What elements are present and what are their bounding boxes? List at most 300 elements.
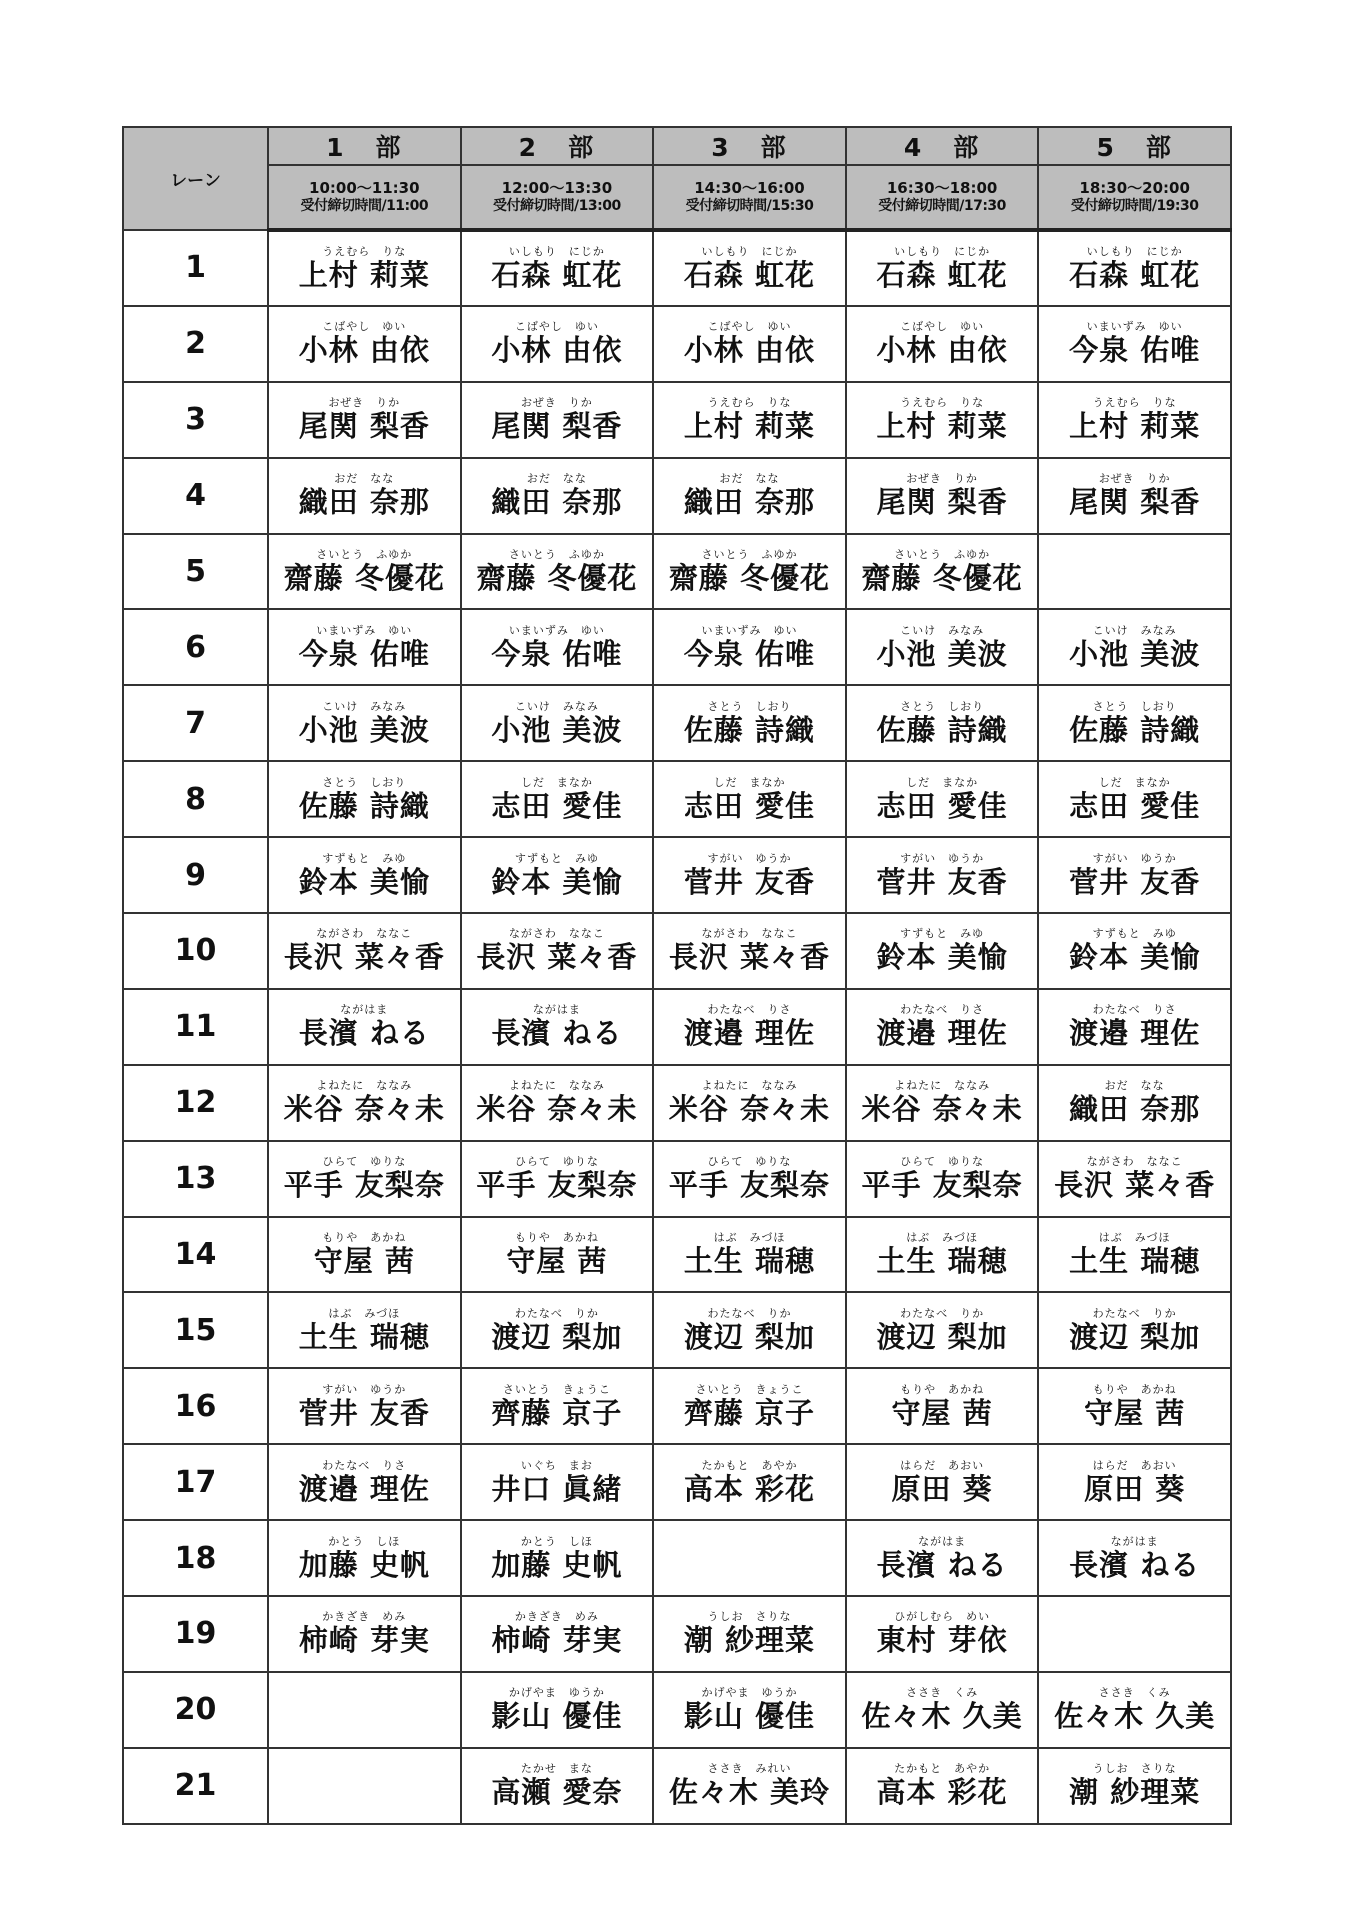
member-furigana: わたなべ りさ xyxy=(900,1003,985,1017)
lane-header: レーン xyxy=(123,127,268,230)
member-furigana: こばやし ゆい xyxy=(707,320,792,334)
member-name: 上村 莉菜 xyxy=(1069,409,1201,444)
member-name: 小林 由依 xyxy=(876,333,1008,368)
member-cell xyxy=(653,306,846,382)
session-2-title: 2 部 xyxy=(461,127,654,165)
member-furigana: かとう しほ xyxy=(520,1534,593,1548)
member-cell xyxy=(461,685,654,761)
member-name: 齋藤 冬優花 xyxy=(668,561,831,595)
member-name: 今泉 佑唯 xyxy=(1069,333,1201,368)
table-row xyxy=(123,761,1231,837)
member-cell xyxy=(653,1065,846,1141)
member-name: 渡辺 梨加 xyxy=(683,1319,816,1354)
member-name: 佐藤 詩織 xyxy=(1069,712,1201,747)
member-furigana: うえむら りな xyxy=(707,396,792,410)
member-furigana: こいけ みなみ xyxy=(900,623,985,637)
member-cell xyxy=(846,761,1039,837)
member-name: 尾関 梨香 xyxy=(1069,485,1201,520)
member-furigana: ささき くみ xyxy=(1098,1686,1171,1700)
member-name: 佐々木 久美 xyxy=(1054,1699,1216,1734)
member-name: 小林 由依 xyxy=(298,333,430,368)
member-furigana: はらだ あおい xyxy=(1092,1458,1177,1472)
member-furigana: かとう しほ xyxy=(328,1534,401,1548)
session-3-title: 3 部 xyxy=(653,127,846,165)
member-name: 菅井 友香 xyxy=(683,864,816,899)
member-name: 渡辺 梨加 xyxy=(1069,1319,1201,1354)
member-name: 石森 虹花 xyxy=(1069,257,1201,292)
table-row xyxy=(123,609,1231,685)
table-row xyxy=(123,989,1231,1065)
member-furigana: こいけ みなみ xyxy=(1092,623,1177,637)
member-furigana: ながはま xyxy=(340,1003,389,1017)
session-5-time: 18:30～20:00 受付締切時間/19:30 xyxy=(1038,165,1231,230)
member-cell xyxy=(461,306,654,382)
member-cell xyxy=(653,913,846,989)
member-cell xyxy=(653,609,846,685)
member-name: 加藤 史帆 xyxy=(298,1547,430,1582)
member-cell xyxy=(268,609,461,685)
member-name: 小林 由依 xyxy=(491,333,623,368)
member-cell xyxy=(1038,989,1231,1065)
member-cell xyxy=(653,837,846,913)
member-furigana: おぜき りか xyxy=(521,396,593,410)
member-furigana: さいとう ふゆか xyxy=(701,548,798,561)
member-name: 原田 葵 xyxy=(891,1471,993,1506)
member-furigana: こばやし ゆい xyxy=(322,320,407,334)
member-cell xyxy=(461,989,654,1065)
member-cell xyxy=(268,837,461,913)
member-name: 土生 瑞穂 xyxy=(876,1244,1008,1279)
member-cell xyxy=(846,1141,1039,1217)
member-cell xyxy=(1038,1672,1231,1748)
member-cell xyxy=(653,1672,846,1748)
member-cell xyxy=(846,913,1039,989)
member-cell xyxy=(846,609,1039,685)
member-cell xyxy=(1038,382,1231,458)
member-furigana: うしお さりな xyxy=(707,1610,792,1624)
member-cell xyxy=(268,1748,461,1824)
member-name: 佐々木 久美 xyxy=(861,1699,1023,1734)
member-furigana: ひらて ゆりな xyxy=(707,1155,792,1169)
member-furigana: こいけ みなみ xyxy=(322,699,407,713)
member-cell xyxy=(1038,609,1231,685)
member-furigana: もりや あかね xyxy=(514,1231,599,1245)
member-cell xyxy=(653,685,846,761)
member-name: 米谷 奈々未 xyxy=(668,1092,831,1127)
member-name: 菅井 友香 xyxy=(876,864,1008,899)
member-furigana: いまいずみ ゆい xyxy=(701,623,798,637)
member-furigana: すずもと みゆ xyxy=(900,927,985,941)
table-row xyxy=(123,913,1231,989)
member-cell xyxy=(653,230,846,306)
member-furigana: ながはま xyxy=(918,1534,967,1548)
member-name: 井口 眞緒 xyxy=(491,1471,623,1506)
session-1-title: 1 部 xyxy=(268,127,461,165)
member-name: 齋藤 冬優花 xyxy=(476,561,638,595)
table-row xyxy=(123,1217,1231,1293)
member-cell xyxy=(268,1141,461,1217)
member-cell xyxy=(461,609,654,685)
member-name: 尾関 梨香 xyxy=(298,409,430,444)
member-cell xyxy=(461,1217,654,1293)
member-furigana: もりや あかね xyxy=(322,1231,407,1245)
member-name: 鈴本 美愉 xyxy=(876,940,1008,975)
member-name: 土生 瑞穂 xyxy=(1069,1244,1201,1279)
member-cell xyxy=(268,458,461,534)
member-furigana: よねたに ななみ xyxy=(894,1079,991,1093)
member-cell xyxy=(268,1444,461,1520)
table-row xyxy=(123,306,1231,382)
member-cell xyxy=(461,1292,654,1368)
member-name: 織田 奈那 xyxy=(683,485,816,520)
table-row xyxy=(123,1065,1231,1141)
lane-number: 9 xyxy=(123,837,268,913)
member-name: 土生 瑞穂 xyxy=(298,1319,430,1354)
member-furigana: すがい ゆうか xyxy=(1092,851,1177,865)
member-furigana xyxy=(654,1552,845,1565)
table-row xyxy=(123,1596,1231,1672)
member-furigana: ひらて ゆりな xyxy=(514,1155,599,1169)
member-furigana: おだ なな xyxy=(719,472,780,486)
member-cell xyxy=(461,534,654,610)
member-furigana: かきざき めみ xyxy=(322,1610,407,1624)
member-name: 志田 愛佳 xyxy=(683,788,816,823)
member-cell xyxy=(653,761,846,837)
lane-number: 15 xyxy=(123,1292,268,1368)
member-cell xyxy=(268,382,461,458)
member-name: 長沢 菜々香 xyxy=(668,940,831,975)
lane-number: 13 xyxy=(123,1141,268,1217)
lane-number: 7 xyxy=(123,685,268,761)
member-name: 齊藤 京子 xyxy=(683,1395,816,1430)
member-cell xyxy=(1038,306,1231,382)
session-4-time: 16:30～18:00 受付締切時間/17:30 xyxy=(846,165,1039,230)
member-name: 菅井 友香 xyxy=(298,1395,430,1430)
member-name: 小林 由依 xyxy=(683,333,816,368)
member-name: 今泉 佑唯 xyxy=(683,636,816,671)
member-name: 佐藤 詩織 xyxy=(683,712,816,747)
member-cell xyxy=(846,534,1039,610)
member-cell xyxy=(268,1065,461,1141)
member-name: 平手 友梨奈 xyxy=(476,1168,638,1203)
member-name: 加藤 史帆 xyxy=(491,1547,623,1582)
member-furigana: こばやし ゆい xyxy=(900,320,985,334)
member-cell xyxy=(268,685,461,761)
lane-number: 5 xyxy=(123,534,268,610)
member-name: 東村 芽依 xyxy=(876,1623,1008,1658)
member-furigana: ささき みれい xyxy=(707,1762,792,1776)
member-furigana: もりや あかね xyxy=(1092,1382,1177,1396)
member-furigana: しだ まなか xyxy=(713,775,786,789)
member-furigana: すずもと みゆ xyxy=(1092,927,1177,941)
member-cell xyxy=(1038,230,1231,306)
member-furigana: いしもり にじか xyxy=(508,244,605,258)
lane-number: 1 xyxy=(123,230,268,306)
member-name: 石森 虹花 xyxy=(491,257,623,292)
member-furigana: もりや あかね xyxy=(900,1382,985,1396)
member-furigana: わたなべ りさ xyxy=(707,1003,792,1017)
member-name: 小池 美波 xyxy=(491,712,623,747)
member-furigana: すがい ゆうか xyxy=(900,851,985,865)
member-furigana: こいけ みなみ xyxy=(514,699,599,713)
member-furigana: わたなべ りか xyxy=(514,1306,599,1320)
member-furigana: しだ まなか xyxy=(906,775,979,789)
member-furigana: ささき くみ xyxy=(906,1686,979,1700)
member-cell xyxy=(846,458,1039,534)
member-furigana xyxy=(269,1779,460,1792)
member-cell xyxy=(1038,685,1231,761)
member-furigana: すがい ゆうか xyxy=(707,851,792,865)
member-furigana: いしもり にじか xyxy=(894,244,991,258)
member-cell xyxy=(653,989,846,1065)
member-name: 潮 紗理菜 xyxy=(1069,1775,1201,1810)
member-furigana: ながはま xyxy=(1110,1534,1159,1548)
member-name: 鈴本 美愉 xyxy=(491,864,623,899)
member-cell xyxy=(268,534,461,610)
member-name: 潮 紗理菜 xyxy=(683,1623,816,1658)
member-name: 渡邉 理佐 xyxy=(1069,1016,1201,1051)
member-furigana: いまいずみ ゆい xyxy=(316,623,413,637)
member-name: 渡辺 梨加 xyxy=(491,1319,623,1354)
member-name: 長沢 菜々香 xyxy=(283,940,445,975)
member-furigana: はぶ みづほ xyxy=(1098,1231,1171,1245)
member-name: 上村 莉菜 xyxy=(876,409,1008,444)
table-row xyxy=(123,230,1231,306)
member-furigana: さとう しおり xyxy=(1092,699,1177,713)
member-name: 上村 莉菜 xyxy=(683,409,816,444)
member-name: 原田 葵 xyxy=(1084,1471,1186,1506)
member-cell xyxy=(1038,1217,1231,1293)
member-cell xyxy=(846,685,1039,761)
member-furigana: たかせ まな xyxy=(520,1762,593,1776)
member-furigana: いまいずみ ゆい xyxy=(508,623,605,637)
member-name: 今泉 佑唯 xyxy=(298,636,430,671)
member-cell xyxy=(1038,761,1231,837)
member-name: 鈴本 美愉 xyxy=(1069,940,1201,975)
table-row xyxy=(123,1141,1231,1217)
member-name: 米谷 奈々未 xyxy=(476,1092,638,1127)
member-name: 守屋 茜 xyxy=(506,1244,608,1279)
member-name: 齊藤 京子 xyxy=(491,1395,623,1430)
member-furigana: さいとう ふゆか xyxy=(316,548,413,561)
lane-number: 6 xyxy=(123,609,268,685)
member-furigana: おぜき りか xyxy=(328,396,401,410)
member-furigana: さいとう きょうこ xyxy=(695,1382,804,1396)
member-name: 長濱 ねる xyxy=(876,1547,1008,1582)
member-furigana: しだ まなか xyxy=(520,775,593,789)
member-cell xyxy=(846,1217,1039,1293)
member-furigana: わたなべ りか xyxy=(900,1306,985,1320)
member-name: 織田 奈那 xyxy=(491,485,623,520)
member-cell xyxy=(461,1141,654,1217)
member-cell xyxy=(268,1672,461,1748)
member-name: 平手 友梨奈 xyxy=(668,1168,831,1203)
member-cell xyxy=(461,1444,654,1520)
member-cell xyxy=(461,761,654,837)
member-furigana: わたなべ りか xyxy=(707,1306,792,1320)
member-furigana: さいとう きょうこ xyxy=(502,1382,611,1396)
member-furigana: ながさわ ななこ xyxy=(1086,1155,1183,1169)
member-cell xyxy=(268,1520,461,1596)
member-cell xyxy=(1038,458,1231,534)
member-cell xyxy=(653,458,846,534)
member-furigana: いしもり にじか xyxy=(1086,244,1183,258)
member-cell xyxy=(461,1596,654,1672)
member-name: 長濱 ねる xyxy=(1069,1547,1201,1582)
member-cell xyxy=(1038,913,1231,989)
member-cell xyxy=(461,382,654,458)
member-furigana: ながさわ ななこ xyxy=(508,927,605,941)
member-name: 志田 愛佳 xyxy=(491,788,623,823)
member-cell xyxy=(1038,534,1231,610)
session-4-title: 4 部 xyxy=(846,127,1039,165)
member-furigana: すがい ゆうか xyxy=(322,1382,407,1396)
member-name: 米谷 奈々未 xyxy=(283,1092,445,1127)
member-furigana: いしもり にじか xyxy=(701,244,798,258)
member-cell xyxy=(846,837,1039,913)
member-cell xyxy=(461,1065,654,1141)
member-furigana: さとう しおり xyxy=(900,699,985,713)
member-furigana: わたなべ りさ xyxy=(322,1458,407,1472)
member-name: 柿崎 芽実 xyxy=(298,1623,430,1658)
member-name: 守屋 茜 xyxy=(1084,1395,1186,1430)
member-furigana: すずもと みゆ xyxy=(514,851,599,865)
member-furigana: おぜき りか xyxy=(906,472,978,486)
member-cell xyxy=(268,1368,461,1444)
member-cell xyxy=(1038,1444,1231,1520)
member-cell xyxy=(461,1368,654,1444)
lane-number: 10 xyxy=(123,913,268,989)
member-furigana: かげやま ゆうか xyxy=(508,1686,605,1700)
member-furigana: さとう しおり xyxy=(707,699,792,713)
member-furigana: よねたに ななみ xyxy=(316,1079,413,1093)
member-furigana: いまいずみ ゆい xyxy=(1086,320,1183,334)
member-cell xyxy=(268,989,461,1065)
table-row xyxy=(123,1748,1231,1824)
member-furigana: うえむら りな xyxy=(322,244,407,258)
member-name: 渡邉 理佐 xyxy=(683,1016,816,1051)
member-furigana: いぐち まお xyxy=(520,1458,593,1472)
member-name: 菅井 友香 xyxy=(1069,864,1201,899)
table-row xyxy=(123,458,1231,534)
member-cell xyxy=(1038,1141,1231,1217)
lane-number: 4 xyxy=(123,458,268,534)
member-cell xyxy=(653,382,846,458)
member-name: 小池 美波 xyxy=(298,712,430,747)
member-cell xyxy=(1038,1596,1231,1672)
member-furigana xyxy=(1039,565,1230,578)
member-name: 小池 美波 xyxy=(1069,636,1201,671)
member-name: 高瀬 愛奈 xyxy=(491,1775,623,1810)
member-name: 長沢 菜々香 xyxy=(476,940,638,975)
member-furigana: おだ なな xyxy=(1104,1079,1165,1093)
member-name: 上村 莉菜 xyxy=(298,257,430,292)
member-name: 石森 虹花 xyxy=(876,257,1008,292)
lane-number: 16 xyxy=(123,1368,268,1444)
member-cell xyxy=(653,1217,846,1293)
member-cell xyxy=(1038,1368,1231,1444)
member-cell xyxy=(1038,1292,1231,1368)
lane-number: 20 xyxy=(123,1672,268,1748)
member-furigana: ながはま xyxy=(532,1003,581,1017)
member-cell xyxy=(846,1368,1039,1444)
member-name: 齋藤 冬優花 xyxy=(861,561,1023,595)
member-name: 渡辺 梨加 xyxy=(876,1319,1008,1354)
member-cell xyxy=(653,1292,846,1368)
member-furigana: はぶ みづほ xyxy=(906,1231,978,1245)
member-name: 織田 奈那 xyxy=(1069,1092,1201,1127)
lane-number: 3 xyxy=(123,382,268,458)
member-cell xyxy=(461,837,654,913)
member-furigana: うしお さりな xyxy=(1092,1762,1177,1776)
member-name: 尾関 梨香 xyxy=(876,485,1008,520)
member-cell xyxy=(653,1368,846,1444)
table-row xyxy=(123,382,1231,458)
table-row xyxy=(123,685,1231,761)
member-furigana: さいとう ふゆか xyxy=(508,548,605,561)
member-name: 佐藤 詩織 xyxy=(876,712,1008,747)
member-cell xyxy=(846,989,1039,1065)
member-furigana: ながさわ ななこ xyxy=(701,927,798,941)
member-furigana xyxy=(269,1703,460,1716)
member-cell xyxy=(1038,1520,1231,1596)
member-furigana: しだ まなか xyxy=(1098,775,1171,789)
member-name: 米谷 奈々未 xyxy=(861,1092,1023,1127)
table-row xyxy=(123,1444,1231,1520)
member-furigana: さとう しおり xyxy=(322,775,407,789)
member-furigana: わたなべ りさ xyxy=(1092,1003,1177,1017)
member-cell xyxy=(461,458,654,534)
member-furigana: うえむら りな xyxy=(1092,396,1177,410)
member-cell xyxy=(653,1141,846,1217)
lane-number: 18 xyxy=(123,1520,268,1596)
member-name: 平手 友梨奈 xyxy=(861,1168,1023,1203)
member-cell xyxy=(653,1596,846,1672)
member-name: 土生 瑞穂 xyxy=(683,1244,816,1279)
table-row xyxy=(123,1520,1231,1596)
member-cell xyxy=(268,913,461,989)
table-row xyxy=(123,1368,1231,1444)
member-furigana: たかもと あやか xyxy=(701,1458,798,1472)
member-cell xyxy=(268,1596,461,1672)
lane-number: 17 xyxy=(123,1444,268,1520)
member-name: 石森 虹花 xyxy=(683,257,816,292)
member-furigana: ひらて ゆりな xyxy=(322,1155,407,1169)
member-name: 志田 愛佳 xyxy=(876,788,1008,823)
session-5-title: 5 部 xyxy=(1038,127,1231,165)
member-name: 佐藤 詩織 xyxy=(298,788,430,823)
member-cell xyxy=(653,1520,846,1596)
member-name: 渡邉 理佐 xyxy=(298,1471,430,1506)
member-cell xyxy=(846,382,1039,458)
member-furigana: おぜき りか xyxy=(1098,472,1171,486)
member-name: 今泉 佑唯 xyxy=(491,636,623,671)
member-cell xyxy=(653,1444,846,1520)
lane-number: 2 xyxy=(123,306,268,382)
member-name: 佐々木 美玲 xyxy=(668,1775,831,1810)
session-time-row xyxy=(123,165,1231,230)
member-furigana xyxy=(1039,1627,1230,1640)
member-name: 鈴本 美愉 xyxy=(298,864,430,899)
member-furigana: うえむら りな xyxy=(900,396,985,410)
member-cell xyxy=(461,1520,654,1596)
member-name: 平手 友梨奈 xyxy=(283,1168,445,1203)
session-header-row xyxy=(123,127,1231,165)
member-furigana: はらだ あおい xyxy=(900,1458,985,1472)
member-cell xyxy=(268,306,461,382)
member-cell xyxy=(1038,1748,1231,1824)
member-cell xyxy=(268,1217,461,1293)
